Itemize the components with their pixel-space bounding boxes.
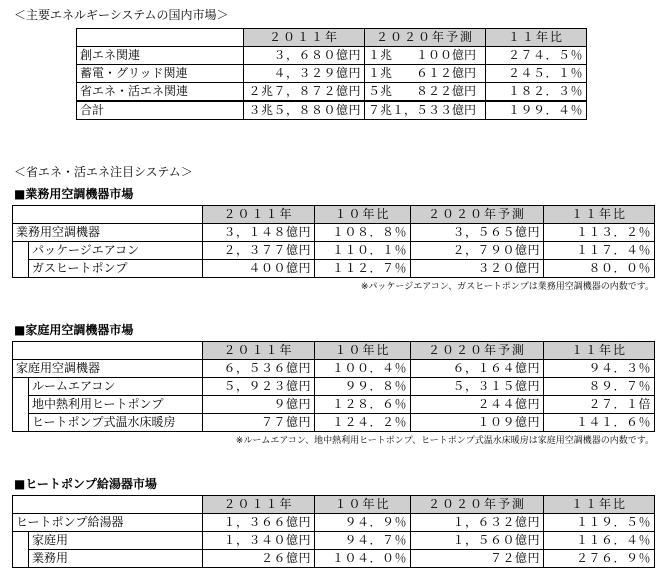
value-cell: ９億円	[203, 396, 315, 414]
value-cell: ２，７９０億円	[411, 242, 544, 260]
indent-cell	[13, 414, 29, 432]
value-cell: ２７．１倍	[544, 396, 655, 414]
header-cell: １０年比	[315, 206, 411, 224]
header-cell: ２０２０年予測	[411, 496, 544, 514]
heatpump-title: ■ヒートポンプ給湯器市場	[14, 477, 157, 491]
value-cell: １，５６０億円	[411, 532, 544, 550]
value-cell: ２６億円	[203, 550, 315, 568]
header-cell: ２０１１年	[244, 29, 365, 47]
row-label: 地中熱利用ヒートポンプ	[29, 396, 203, 414]
value-cell: １１６．４％	[544, 532, 655, 550]
table-row	[13, 514, 655, 532]
value-cell: ９４．３％	[544, 360, 655, 378]
row-label: 家庭用空調機器	[13, 360, 203, 378]
row-label: ヒートポンプ給湯器	[13, 514, 203, 532]
commercial-note: ※パッケージエアコン、ガスヒートポンプは業務用空調機器の内数です。	[360, 282, 654, 292]
value-cell: ９４．７％	[315, 532, 411, 550]
table-row	[13, 378, 655, 396]
table-row	[77, 65, 587, 83]
value-cell: ７２億円	[411, 550, 544, 568]
header-cell: ２０１１年	[203, 496, 315, 514]
value-cell: ８９．７％	[544, 378, 655, 396]
header-cell: ２０２０年予測	[411, 206, 544, 224]
value-cell: ２，３７７億円	[203, 242, 315, 260]
value-cell: ５，３１５億円	[411, 378, 544, 396]
value-cell: ３兆５，８８０億円	[244, 101, 365, 120]
table-row	[13, 242, 655, 260]
header-cell: ２０１１年	[203, 342, 315, 360]
row-label: 創エネ関連	[77, 47, 244, 65]
header-cell: １１年比	[486, 29, 587, 47]
indent-cell	[13, 396, 29, 414]
header-cell	[13, 206, 203, 224]
table-row	[13, 414, 655, 432]
table-header-row	[13, 206, 655, 224]
value-cell: １４１．６％	[544, 414, 655, 432]
row-label: 業務用空調機器	[13, 224, 203, 242]
table-header-row	[13, 496, 655, 514]
table-header-row	[13, 342, 655, 360]
header-cell	[13, 496, 203, 514]
value-cell: １，３６６億円	[203, 514, 315, 532]
header-cell: １０年比	[315, 496, 411, 514]
value-cell: ７７億円	[203, 414, 315, 432]
value-cell: ４，３２９億円	[244, 65, 365, 83]
value-cell: １，６３２億円	[411, 514, 544, 532]
row-label: 蓄電・グリッド関連	[77, 65, 244, 83]
market-table	[76, 28, 587, 120]
value-cell: ７兆１，５３３億円	[365, 101, 486, 120]
value-cell: ３，６８０億円	[244, 47, 365, 65]
table-row	[13, 260, 655, 278]
value-cell: ２兆７，８７２億円	[244, 83, 365, 102]
value-cell: ３，５６５億円	[411, 224, 544, 242]
header-cell	[77, 29, 244, 47]
row-label: 家庭用	[29, 532, 203, 550]
value-cell: １００．４％	[315, 360, 411, 378]
value-cell: １０８．８％	[315, 224, 411, 242]
value-cell: １１２．７％	[315, 260, 411, 278]
value-cell: ６，１６４億円	[411, 360, 544, 378]
indent-cell	[13, 260, 29, 278]
row-label: ガスヒートポンプ	[29, 260, 203, 278]
value-cell: ５兆 ８２２億円	[365, 83, 486, 102]
household-table	[12, 341, 655, 432]
value-cell: ３２０億円	[411, 260, 544, 278]
value-cell: １１７．４％	[544, 242, 655, 260]
row-label: パッケージエアコン	[29, 242, 203, 260]
value-cell: ２７４．５％	[486, 47, 587, 65]
value-cell: １９９．４％	[486, 101, 587, 120]
household-note: ※ルームエアコン、地中熱利用ヒートポンプ、ヒートポンプ式温水床暖房は家庭用空調機器の内数です。	[235, 436, 654, 446]
row-label: 合計	[77, 101, 244, 120]
value-cell: ４００億円	[203, 260, 315, 278]
value-cell: １１０．１％	[315, 242, 411, 260]
table-row	[13, 532, 655, 550]
indent-cell	[13, 532, 29, 550]
value-cell: １，３４０億円	[203, 532, 315, 550]
header-cell: １１年比	[544, 342, 655, 360]
value-cell: ９４．９％	[315, 514, 411, 532]
commercial-table	[12, 205, 655, 278]
value-cell: ２４４億円	[411, 396, 544, 414]
household-title: ■家庭用空調機器市場	[14, 323, 134, 337]
row-label: ヒートポンプ式温水床暖房	[29, 414, 203, 432]
indent-cell	[13, 550, 29, 568]
value-cell: １２４．２％	[315, 414, 411, 432]
total-row	[77, 101, 587, 120]
header-cell: １１年比	[544, 496, 655, 514]
value-cell: ５，９２３億円	[203, 378, 315, 396]
indent-cell	[13, 378, 29, 396]
header-cell: ２０１１年	[203, 206, 315, 224]
header-cell: １０年比	[315, 342, 411, 360]
table-header-row	[77, 29, 587, 47]
value-cell: ３，１４８億円	[203, 224, 315, 242]
header-cell: ２０２０年予測	[365, 29, 486, 47]
header-cell	[13, 342, 203, 360]
row-label: ルームエアコン	[29, 378, 203, 396]
indent-cell	[13, 242, 29, 260]
value-cell: ８０．０％	[544, 260, 655, 278]
value-cell: １１３．２％	[544, 224, 655, 242]
table-row	[13, 550, 655, 568]
row-label: 省エネ・活エネ関連	[77, 83, 244, 102]
table-row	[13, 224, 655, 242]
value-cell: １１９．５％	[544, 514, 655, 532]
table-row	[13, 396, 655, 414]
value-cell: １０４．０％	[315, 550, 411, 568]
market-section-title: ＜主要エネルギーシステムの国内市場＞	[14, 8, 229, 22]
heatpump-table	[12, 495, 655, 568]
table-row	[13, 360, 655, 378]
commercial-title: ■業務用空調機器市場	[14, 187, 134, 201]
value-cell: １８２．３％	[486, 83, 587, 102]
table-row	[77, 83, 587, 102]
value-cell: １２８．６％	[315, 396, 411, 414]
value-cell: ２４５．１％	[486, 65, 587, 83]
header-cell: ２０２０年予測	[411, 342, 544, 360]
value-cell: ６，５３６億円	[203, 360, 315, 378]
value-cell: １兆 １００億円	[365, 47, 486, 65]
value-cell: １０９億円	[411, 414, 544, 432]
header-cell: １１年比	[544, 206, 655, 224]
row-label: 業務用	[29, 550, 203, 568]
value-cell: ２７６．９％	[544, 550, 655, 568]
focus-section-title: ＜省エネ・活エネ注目システム＞	[14, 165, 193, 179]
value-cell: ９９．８％	[315, 378, 411, 396]
value-cell: １兆 ６１２億円	[365, 65, 486, 83]
table-row	[77, 47, 587, 65]
